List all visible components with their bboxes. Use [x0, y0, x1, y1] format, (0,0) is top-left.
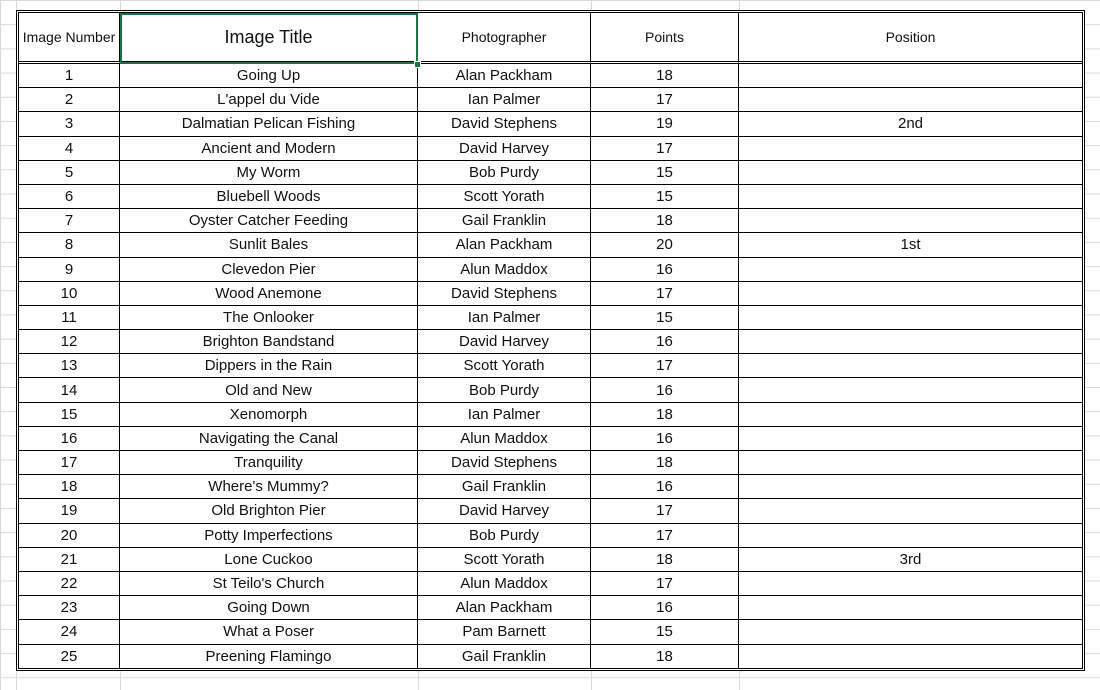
photographer-cell[interactable]: Alan Packham	[418, 64, 591, 88]
points-cell[interactable]: 15	[591, 620, 739, 644]
header-points[interactable]: Points	[591, 13, 739, 64]
points-cell[interactable]: 15	[591, 161, 739, 185]
points-cell[interactable]: 16	[591, 596, 739, 620]
position-cell[interactable]: 2nd	[739, 112, 1082, 136]
points-cell[interactable]: 17	[591, 524, 739, 548]
image-number-cell[interactable]: 3	[19, 112, 120, 136]
position-cell[interactable]	[739, 306, 1082, 330]
image-title-cell[interactable]: Preening Flamingo	[120, 645, 418, 668]
position-cell[interactable]	[739, 645, 1082, 668]
image-title-cell[interactable]: Sunlit Bales	[120, 233, 418, 257]
image-title-cell[interactable]: The Onlooker	[120, 306, 418, 330]
image-number-cell[interactable]: 19	[19, 499, 120, 523]
points-cell[interactable]: 19	[591, 112, 739, 136]
table-row	[19, 161, 1082, 185]
table-row	[19, 137, 1082, 161]
table-row	[19, 427, 1082, 451]
position-cell[interactable]	[739, 209, 1082, 233]
image-number-cell[interactable]: 8	[19, 233, 120, 257]
header-image-title[interactable]: Image Title	[120, 13, 418, 64]
points-cell[interactable]: 16	[591, 427, 739, 451]
image-title-cell[interactable]: Old and New	[120, 378, 418, 402]
table-row	[19, 378, 1082, 402]
photographer-cell[interactable]: David Stephens	[418, 282, 591, 306]
header-image-number[interactable]: Image Number	[19, 13, 120, 64]
photographer-cell[interactable]: Ian Palmer	[418, 403, 591, 427]
table-row	[19, 499, 1082, 523]
position-cell[interactable]	[739, 64, 1082, 88]
table-row	[19, 112, 1082, 136]
points-cell[interactable]: 17	[591, 137, 739, 161]
image-title-cell[interactable]: Going Up	[120, 64, 418, 88]
header-position[interactable]: Position	[739, 13, 1082, 64]
photographer-cell[interactable]: Alun Maddox	[418, 572, 591, 596]
position-cell[interactable]	[739, 427, 1082, 451]
image-number-cell[interactable]: 9	[19, 258, 120, 282]
photographer-cell[interactable]: Alun Maddox	[418, 258, 591, 282]
image-title-cell[interactable]: My Worm	[120, 161, 418, 185]
position-cell[interactable]: 1st	[739, 233, 1082, 257]
image-title-cell[interactable]: Ancient and Modern	[120, 137, 418, 161]
points-cell[interactable]: 17	[591, 88, 739, 112]
points-cell[interactable]: 15	[591, 306, 739, 330]
table-row	[19, 282, 1082, 306]
position-cell[interactable]	[739, 572, 1082, 596]
image-title-cell[interactable]: Oyster Catcher Feeding	[120, 209, 418, 233]
header-row	[19, 13, 1082, 64]
image-title-cell[interactable]: Brighton Bandstand	[120, 330, 418, 354]
table-row	[19, 354, 1082, 378]
table-row	[19, 64, 1082, 88]
image-number-cell[interactable]: 10	[19, 282, 120, 306]
image-title-cell[interactable]: Going Down	[120, 596, 418, 620]
points-cell[interactable]: 17	[591, 354, 739, 378]
image-number-cell[interactable]: 12	[19, 330, 120, 354]
results-table	[16, 10, 1085, 671]
position-cell[interactable]	[739, 499, 1082, 523]
image-title-cell[interactable]: What a Poser	[120, 620, 418, 644]
table-row	[19, 475, 1082, 499]
image-title-cell[interactable]: Clevedon Pier	[120, 258, 418, 282]
table-row	[19, 88, 1082, 112]
photographer-cell[interactable]: Bob Purdy	[418, 378, 591, 402]
image-number-cell[interactable]: 22	[19, 572, 120, 596]
photographer-cell[interactable]: Scott Yorath	[418, 185, 591, 209]
points-cell[interactable]: 17	[591, 282, 739, 306]
points-cell[interactable]: 18	[591, 548, 739, 572]
table-row	[19, 306, 1082, 330]
image-number-cell[interactable]: 21	[19, 548, 120, 572]
photographer-cell[interactable]: Pam Barnett	[418, 620, 591, 644]
points-cell[interactable]: 18	[591, 451, 739, 475]
image-number-cell[interactable]: 15	[19, 403, 120, 427]
image-title-cell[interactable]: Navigating the Canal	[120, 427, 418, 451]
image-title-cell[interactable]: Dippers in the Rain	[120, 354, 418, 378]
image-title-cell[interactable]: L'appel du Vide	[120, 88, 418, 112]
image-title-cell[interactable]: Lone Cuckoo	[120, 548, 418, 572]
position-cell[interactable]	[739, 524, 1082, 548]
table-row	[19, 185, 1082, 209]
points-cell[interactable]: 18	[591, 209, 739, 233]
image-title-cell[interactable]: Tranquility	[120, 451, 418, 475]
image-title-cell[interactable]: St Teilo's Church	[120, 572, 418, 596]
points-cell[interactable]: 16	[591, 378, 739, 402]
position-cell[interactable]	[739, 161, 1082, 185]
position-cell[interactable]	[739, 330, 1082, 354]
image-title-cell[interactable]: Dalmatian Pelican Fishing	[120, 112, 418, 136]
table-row	[19, 403, 1082, 427]
image-number-cell[interactable]: 14	[19, 378, 120, 402]
points-cell[interactable]: 16	[591, 330, 739, 354]
table-row	[19, 620, 1082, 644]
points-cell[interactable]: 16	[591, 475, 739, 499]
position-cell[interactable]	[739, 378, 1082, 402]
image-title-cell[interactable]: Where's Mummy?	[120, 475, 418, 499]
image-number-cell[interactable]: 7	[19, 209, 120, 233]
photographer-cell[interactable]: David Stephens	[418, 451, 591, 475]
points-cell[interactable]: 18	[591, 403, 739, 427]
image-number-cell[interactable]: 4	[19, 137, 120, 161]
position-cell[interactable]	[739, 475, 1082, 499]
photographer-cell[interactable]: Scott Yorath	[418, 354, 591, 378]
image-number-cell[interactable]: 1	[19, 64, 120, 88]
position-cell[interactable]	[739, 403, 1082, 427]
position-cell[interactable]	[739, 620, 1082, 644]
image-number-cell[interactable]: 6	[19, 185, 120, 209]
image-number-cell[interactable]: 18	[19, 475, 120, 499]
position-cell[interactable]	[739, 88, 1082, 112]
photographer-cell[interactable]: Gail Franklin	[418, 209, 591, 233]
image-title-cell[interactable]: Potty Imperfections	[120, 524, 418, 548]
image-number-cell[interactable]: 11	[19, 306, 120, 330]
points-cell[interactable]: 18	[591, 645, 739, 668]
position-cell[interactable]	[739, 258, 1082, 282]
position-cell[interactable]	[739, 451, 1082, 475]
photographer-cell[interactable]: David Harvey	[418, 499, 591, 523]
photographer-cell[interactable]: David Stephens	[418, 112, 591, 136]
image-title-cell[interactable]: Wood Anemone	[120, 282, 418, 306]
points-cell[interactable]: 17	[591, 572, 739, 596]
image-title-cell[interactable]: Old Brighton Pier	[120, 499, 418, 523]
position-cell[interactable]	[739, 596, 1082, 620]
photographer-cell[interactable]: Alun Maddox	[418, 427, 591, 451]
photographer-cell[interactable]: Alan Packham	[418, 596, 591, 620]
header-photographer[interactable]: Photographer	[418, 13, 591, 64]
selection-fill-handle[interactable]	[414, 61, 421, 68]
photographer-cell[interactable]: Gail Franklin	[418, 645, 591, 668]
position-cell[interactable]	[739, 137, 1082, 161]
photographer-cell[interactable]: David Harvey	[418, 137, 591, 161]
image-number-cell[interactable]: 13	[19, 354, 120, 378]
table-row	[19, 451, 1082, 475]
points-cell[interactable]: 18	[591, 64, 739, 88]
photographer-cell[interactable]: Bob Purdy	[418, 524, 591, 548]
image-number-cell[interactable]: 23	[19, 596, 120, 620]
table-row	[19, 258, 1082, 282]
table-row	[19, 572, 1082, 596]
image-title-cell[interactable]: Bluebell Woods	[120, 185, 418, 209]
table-row	[19, 524, 1082, 548]
image-number-cell[interactable]: 5	[19, 161, 120, 185]
photographer-cell[interactable]: David Harvey	[418, 330, 591, 354]
image-number-cell[interactable]: 2	[19, 88, 120, 112]
position-cell[interactable]	[739, 354, 1082, 378]
photographer-cell[interactable]: Ian Palmer	[418, 88, 591, 112]
table-row	[19, 548, 1082, 572]
image-number-cell[interactable]: 20	[19, 524, 120, 548]
photographer-cell[interactable]: Scott Yorath	[418, 548, 591, 572]
table-row	[19, 233, 1082, 257]
photographer-cell[interactable]: Gail Franklin	[418, 475, 591, 499]
position-cell[interactable]	[739, 282, 1082, 306]
table-row	[19, 596, 1082, 620]
image-title-cell[interactable]: Xenomorph	[120, 403, 418, 427]
image-number-cell[interactable]: 25	[19, 645, 120, 668]
photographer-cell[interactable]: Alan Packham	[418, 233, 591, 257]
points-cell[interactable]: 16	[591, 258, 739, 282]
image-number-cell[interactable]: 24	[19, 620, 120, 644]
table-row	[19, 209, 1082, 233]
points-cell[interactable]: 15	[591, 185, 739, 209]
image-number-cell[interactable]: 17	[19, 451, 120, 475]
image-number-cell[interactable]: 16	[19, 427, 120, 451]
points-cell[interactable]: 20	[591, 233, 739, 257]
photographer-cell[interactable]: Ian Palmer	[418, 306, 591, 330]
points-cell[interactable]: 17	[591, 499, 739, 523]
position-cell[interactable]	[739, 185, 1082, 209]
position-cell[interactable]: 3rd	[739, 548, 1082, 572]
photographer-cell[interactable]: Bob Purdy	[418, 161, 591, 185]
table-row	[19, 645, 1082, 668]
table-row	[19, 330, 1082, 354]
